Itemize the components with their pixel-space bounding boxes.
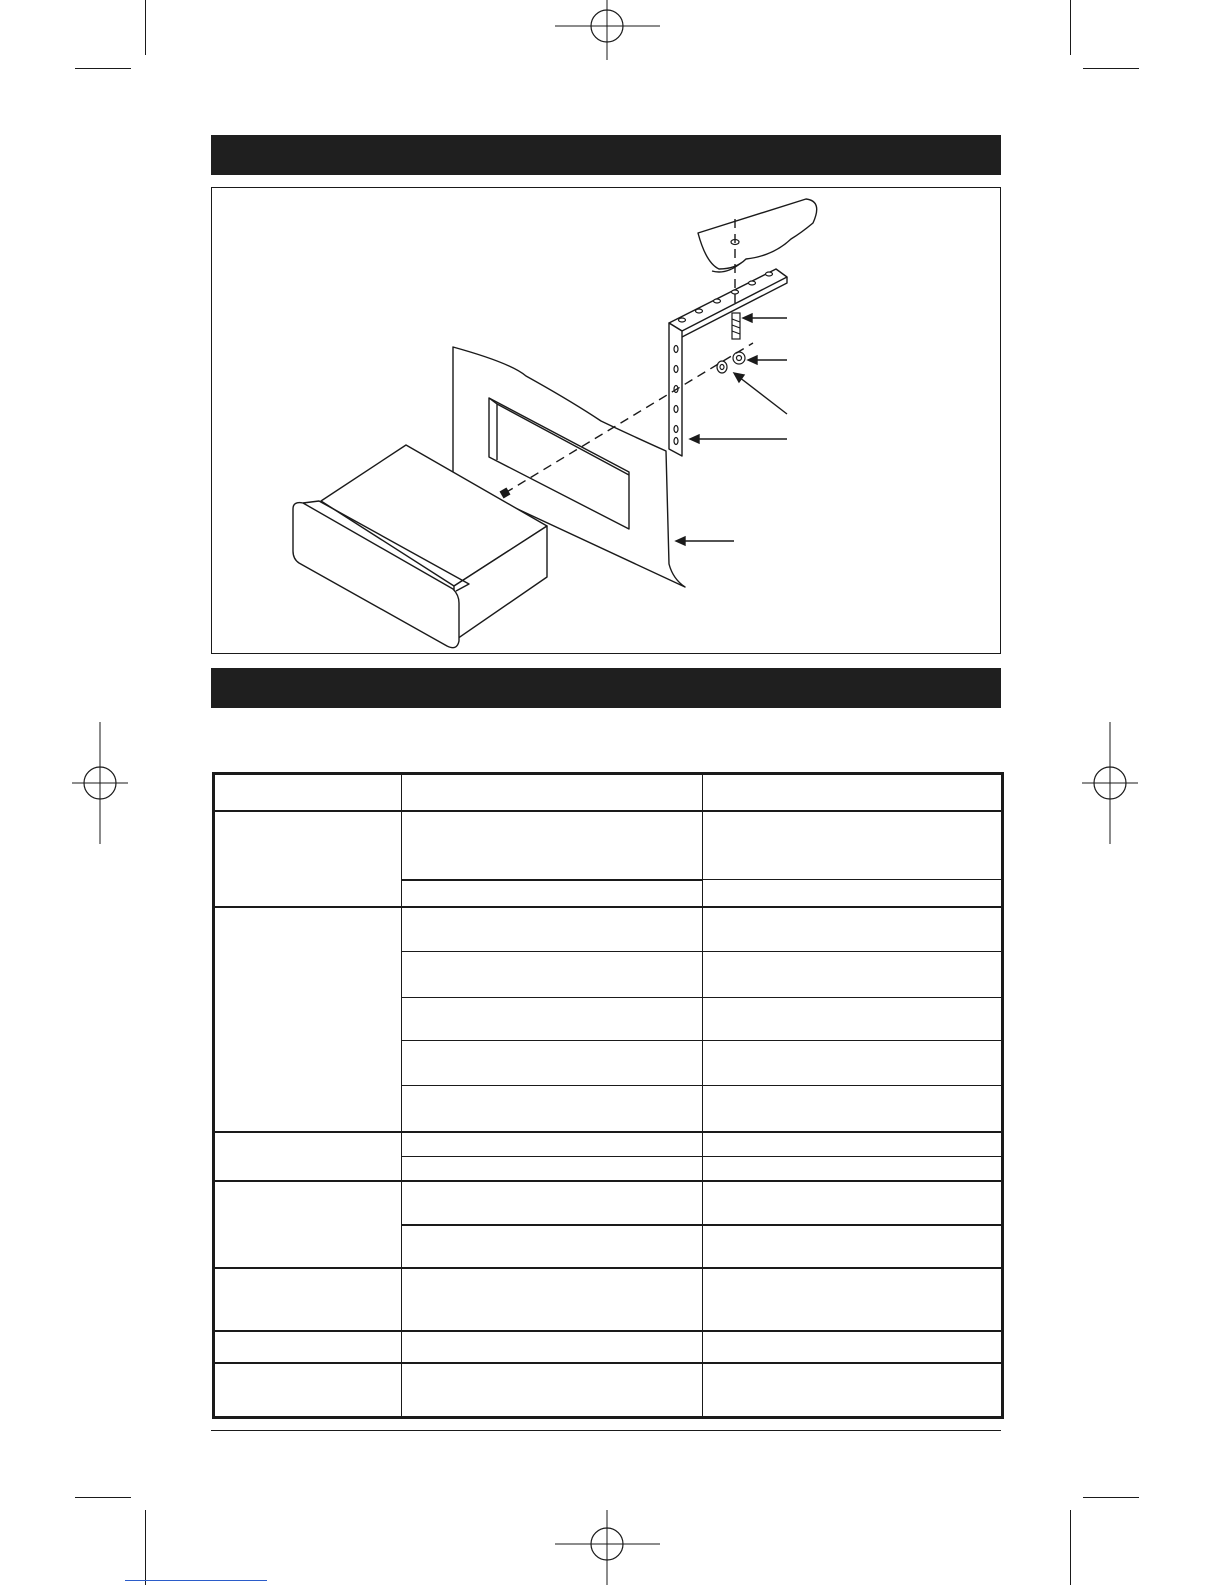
table-cell: [703, 1086, 1003, 1132]
table-header-problem: [214, 774, 402, 811]
crop-mark-bottom-left-horizontal: [75, 1497, 131, 1498]
table-cell: [703, 880, 1003, 907]
table-cell: [402, 952, 703, 998]
table-cell: [214, 1363, 402, 1418]
table-cell: [402, 998, 703, 1041]
table-header-solution: [703, 774, 1003, 811]
table-cell: [402, 1363, 703, 1418]
table-cell: [402, 811, 703, 880]
table-cell: [703, 1181, 1003, 1225]
table-row: [214, 907, 1003, 952]
crop-mark-bottom-right-horizontal: [1083, 1497, 1139, 1498]
link-underline[interactable]: [125, 1580, 267, 1581]
table-cell: [402, 1157, 703, 1181]
table-cell: [214, 1132, 402, 1181]
section-header-installation: [211, 135, 1001, 175]
table-cell: [402, 1225, 703, 1268]
crop-mark-top-right-horizontal: [1083, 68, 1139, 69]
table-cell: [703, 998, 1003, 1041]
installation-diagram-drawing: [212, 188, 999, 652]
crop-mark-top-left-vertical: [145, 0, 146, 55]
dashboard-bracket: [698, 199, 817, 269]
table-cell: [402, 1041, 703, 1086]
table-cell: [703, 811, 1003, 880]
table-cell: [402, 1132, 703, 1157]
registration-mark-icon: [60, 722, 140, 844]
table-cell: [402, 880, 703, 907]
registration-mark-icon: [550, 0, 665, 70]
table-cell: [402, 1086, 703, 1132]
table-cell: [402, 1181, 703, 1225]
table-header-row: [214, 774, 1003, 811]
troubleshooting-table: [212, 772, 1004, 1419]
table-cell: [703, 1225, 1003, 1268]
table-cell: [402, 1331, 703, 1363]
crop-mark-bottom-right-vertical: [1070, 1510, 1071, 1585]
table-cell: [703, 952, 1003, 998]
table-cell: [703, 1331, 1003, 1363]
table-cell: [214, 1331, 402, 1363]
crop-mark-bottom-left-vertical: [145, 1510, 146, 1585]
table-row: [214, 1181, 1003, 1225]
table-cell: [402, 907, 703, 952]
section-header-troubleshooting: [211, 668, 1001, 708]
table-cell: [703, 1132, 1003, 1157]
registration-mark-icon: [550, 1510, 665, 1585]
table-cell: [703, 1363, 1003, 1418]
table-cell: [703, 1041, 1003, 1086]
table-cell: [703, 1157, 1003, 1181]
table-cell: [214, 811, 402, 907]
table-row: [214, 1363, 1003, 1418]
table-cell: [402, 1268, 703, 1331]
table-row: [214, 1331, 1003, 1363]
table-header-cause: [402, 774, 703, 811]
registration-mark-icon: [1070, 722, 1150, 844]
crop-mark-top-left-horizontal: [75, 68, 131, 69]
table-cell: [214, 907, 402, 1132]
table-cell: [703, 1268, 1003, 1331]
table-row: [214, 1268, 1003, 1331]
table-cell: [703, 907, 1003, 952]
table-cell: [214, 1268, 402, 1331]
mounting-strap: [669, 269, 787, 331]
page-bottom-rule: [211, 1430, 1001, 1431]
table-row: [214, 811, 1003, 880]
table-cell: [214, 1181, 402, 1268]
crop-mark-top-right-vertical: [1070, 0, 1071, 55]
installation-diagram: [211, 187, 1001, 654]
table-row: [214, 1132, 1003, 1157]
